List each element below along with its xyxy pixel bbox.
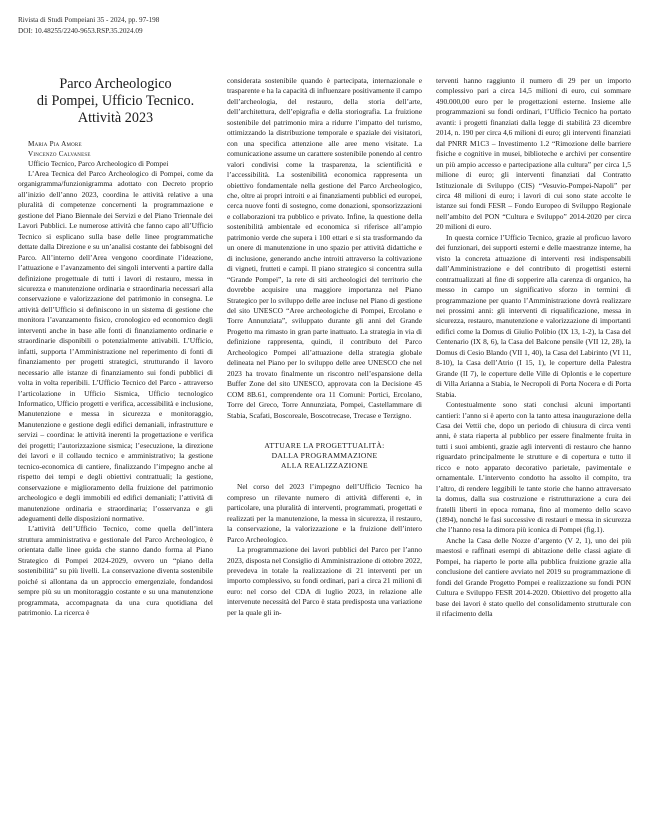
title-line-1: Parco Archeologico	[59, 76, 172, 92]
paragraph: terventi hanno raggiunto il numero di 29 per un importo complessivo pari a circa 14,5 milioni di euro, cui sommare 490.000,00 euro per le progettazioni esterne. Insieme alle programmazioni su fondi ordinari, l’Ufficio Tecnico ha portato avanti: i progetti finanziati dalla legge di stabilità 23 dicembre 2014, n. 190 per circa 4,6 milioni di euro; gli interventi finanziati dal PNRR M1C3 – Investimento 1.2 “Rimozione delle barriere fisiche e cognitive in musei, biblioteche e archivi per consentire un più ampio accesso e partecipazione alla cultura” per circa 1,5 milione di euro; gli interventi finanziati dal Contratto Istituzionale di Sviluppo (CIS) “Vesuvio-Pompei-Napoli” per circa 48 milioni di euro; i lavori di cui sono state accolte le istanze sui fondi FESR – Fondo Europeo di Sviluppo Regionale nell’ambito del PON “Cultura e Sviluppo” 2014-2020 per circa 20 milioni di euro.	[436, 76, 631, 232]
title-line-2: di Pompei, Ufficio Tecnico.	[36, 93, 195, 109]
article-body	[18, 76, 632, 816]
paragraph: Nel corso del 2023 l’impegno dell’Ufficio Tecnico ha compreso un rilevante numero di attività differenti e, in particolare, una pluralità di interventi, programmati, progettati e realizzati per la manutenzione, la messa in sicurezza, il restauro, la conservazione, la valorizzazione e la fruizione dell’intero Parco Archeologico.	[227, 482, 422, 544]
paragraph: L’attività dell’Ufficio Tecnico, come quella dell’intera struttura amministrativa e gestionale del Parco Archeologico, è orientata dalle linee guida che stanno dando forma al Piano Strategico di Pompei 2024-2029, ovvero un “piano della sostenibilità” su più livelli. La conservazione diventa sostenibile poiché si allontana da un approccio emergenziale, fondandosi sempre più su un monitoraggio costante e su una manutenzione programmata, accompagnata da una cura quotidiana del patrimonio. La ricerca è	[18, 524, 213, 618]
section-heading-line-3: ALLA REALIZZAZIONE	[280, 460, 368, 470]
paragraph: considerata sostenibile quando è partecipata, internazionale e trasparente e ha la capacità di influenzare positivamente il campo dell’archeologia, del restauro, della storia dell’arte, dell’architettura, dell’epigrafia e della storiografia. La fruizione sostenibile del patrimonio mira a ridurre l’impatto del turismo, ottimizzando la distribuzione temporale e spaziale dei visitatori, con una specifica attenzione alle aree meno visitate. La comunicazione assume un carattere sostenibile ponendo al centro valori condivisi come la trasparenza, la scientificità e l’accessibilità. La sostenibilità economica rappresenta un obiettivo fondamentale nella gestione del Parco Archeologico, che, oltre ai propri introiti e ai finanziamenti pubblici ed europei, cerca nuove fonti di sostegno, come donazioni, sponsorizzazioni e collaborazioni tra pubblico e privato. Infine, la questione della sostenibilità ambientale ed economica si riferisce all’ampio patrimonio verde che supera i 100 ettari e si sta trasformando da un onere di manutenzione in uno spazio per attività didattiche e di inclusione, generando anche introiti attraverso la coltivazione di vigneti, frutteti e campi. Il piano strategico si concentra sulla “Grande Pompei”, la rete di siti archeologici del territorio che dovrebbe acquisire una maggiore importanza nel Piano Strategico per lo sviluppo delle aree incluse nel Piano di gestione del sito UNESCO “Aree archeologiche di Pompei, Ercolano e Torre Annunziata”, sviluppato durante gli anni del Grande Progetto ma rimasto in gran parte inattuato. La strategia in via di definizione rappresenta, quindi, il contributo del Parco Archeologico Pompei all’attuazione della strategia globale delineata nel Piano per lo sviluppo delle aree UNESCO che nel 2023 ha trovato finalmente un riscontro nell’espansione della Buffer Zone del sito UNESCO, approvata con la Decisione 45 COM 8B.61, comprendente ora 11 Comuni: Portici, Ercolano, Torre del Greco, Torre Annunziata, Pompei, Castellammare di Stabia, Scafati, Boscoreale, Boscotrecase, Trecase e Terzigno.	[227, 76, 422, 420]
author-1: Maria Pia Amore	[28, 140, 82, 148]
section-heading	[227, 441, 422, 470]
column-2	[227, 76, 422, 816]
journal-citation: Rivista di Studi Pompeiani 35 - 2024, pp. 97-198	[18, 16, 160, 24]
section-heading-line-2: DALLA PROGRAMMAZIONE	[271, 450, 378, 460]
article-title	[18, 76, 213, 127]
section-heading-line-1: ATTUARE LA PROGETTUALITÀ:	[264, 440, 385, 450]
paragraph: La programmazione dei lavori pubblici del Parco per l’anno 2023, disposta nel Consiglio di Amministrazione di ottobre 2022, prevedeva in totale la realizzazione di 21 interventi per un importo complessivo, su fondi ordinari, pari a circa 21 milioni di euro: nel corso del CDA di luglio 2023, in relazione alle intervenute necessità del Parco è stata predisposta una variazione per la quale gli in-	[227, 545, 422, 617]
title-line-3: Attività 2023	[77, 110, 154, 126]
affiliation: Ufficio Tecnico, Parco Archeologico di Pompei	[28, 159, 169, 168]
author-2: Vincenzo Calvanese	[28, 150, 91, 158]
journal-header	[18, 15, 159, 36]
doi: DOI: 10.48255/2240-9653.RSP.35.2024.09	[18, 26, 143, 35]
paragraph: In questa cornice l’Ufficio Tecnico, grazie al proficuo lavoro dei funzionari, dei supporti esterni e delle maestranze interne, ha visto la concreta attuazione di interventi resi indispensabili dall’Amministrazione e del contributo di progettisti esterni contrattualizzati al fine di sopperire alla carenza di organico, ha messo in campo un significativo sforzo in termini di programmazione per quanto l’Amministrazione dovrà realizzare nei prossimi anni: gli interventi di riqualificazione, messa in sicurezza, restauro, manutenzione e valorizzazione di importanti edifici come la Domus di Giulio Polibio (IX 13, 1-2), la Casa del Centenario (IX 8, 6), la Casa del Balcone pensile (VII 12, 28), la Domus di Cesio Blando (VII 1, 40), la Casa del Labirinto (VI 11, 8-10), la Casa dell’Atrio (I 15, 1), le coperture della Palestra Grande (II 7), le coperture delle Ville di Oplontis e le coperture di Villa Arianna a Stabia, le Necropoli di Porta Nocera e di Porta Stabia.	[436, 232, 631, 399]
column-3	[436, 76, 631, 816]
paragraph: Anche la Casa delle Nozze d’argento (V 2, 1), uno dei più maestosi e raffinati esempi di abitazione delle classi agiate di Pompei, ha riaperto le porte alla pubblica fruizione grazie alla conclusione del cantiere avviato nel 2019 su programmazione di fondi del Grande Progetto Pompei e realizzazione su fondi PON Cultura e Sviluppo FESR 2014-2020. Obiettivo del progetto alla base dei lavori è stato quello del consolidamento strutturale con il rifacimento della	[436, 535, 631, 619]
paragraph: Contestualmente sono stati conclusi alcuni importanti cantieri: l’anno si è aperto con la tanto attesa inaugurazione della Casa dei Vettii che, dopo un periodo di chiusura di circa venti anni, è stata riaperta al pubblico per essere finalmente fruita in tutti i suoi ambienti, grazie agli interventi di restauro che hanno riguardato principalmente le strutture e di copertura e tutto il ricco e noto apparato decorativo parietale, pavimentale e ornamentale. L’intervento condotto ha assolto il compito, tra l’altro, di rendere leggibili le tante storie che hanno attraversato la domus, dalla sua costruzione e ristrutturazione a cura dei fratelli liberti in epoca romana, fino al momento dello scavo (1894), nonché le fasi successive di restauri e messa in sicurezza che l’hanno resa la dimora più iconica di Pompei (fig.1).	[436, 400, 631, 535]
column-1	[18, 76, 213, 816]
paragraph: L’Area Tecnica del Parco Archeologico di Pompei, come da organigramma/funzionigramma adottato con Decreto proprio all’inizio dell’anno 2023, coordina le attività relative a una pluralità di competenze concernenti la programmazione e gestione del Piano Biennale dei Servizi e del Piano Triennale dei Lavori Pubblici. Le numerose attività che fanno capo all’Ufficio Tecnico si esplicano sulla base delle linee programmatiche dettate dalla Direzione e su un’analisi costante dei fabbisogni del Parco. All’interno dell’Area vengono coordinate l’ideazione, l’attuazione e l’avanzamento dei singoli interventi a partire dalla definizione progettuale di tutti i lavori di restauro, messa in sicurezza e manutenzione ordinaria e straordinaria necessari alla conservazione e valorizzazione del patrimonio in consegna. Le attività dell’Ufficio si definiscono in un sistema di gestione che monitora l’avanzamento fisico, cronologico ed economico degli interventi anche in base alle fonti di finanziamento ordinarie e straordinarie disponibili o potenzialmente attivabili. L’Ufficio, infatti, supporta l’Amministrazione nel reperimento di fonti di finanziamento per progetti strategici, strutturando il lavoro necessario alle istanze di finanziamento sui fondi pubblici di volta in volta reperibili. L’Ufficio Tecnico del Parco - attraverso l’articolazione in Ufficio Sismica, Ufficio tecnologico Informatico, Ufficio progetti e verifica, accessibilità e inclusione, Manutenzione e messa in sicurezza e monitoraggio, Manutenzione e gestione degli edifici demaniali, infrastrutture e servizi – coordina: le attività inerenti la progettazione e verifica dei progetti; l’autorizzazione sismica; l’esecuzione, la direzione dei lavori e il collaudo tecnico e amministrativo; la gestione tecnico-economica di cantiere, finalizzando l’impegno anche al rispetto dei tempi e degli obiettivi contrattuali; la gestione, conservazione e miglioramento della fruizione del patrimonio archeologico e degli immobili ed edifici demaniali; l’attività di manutenzione ordinaria e straordinaria; l’osservanza e gli adeguamenti delle disposizioni normative.	[18, 169, 213, 523]
